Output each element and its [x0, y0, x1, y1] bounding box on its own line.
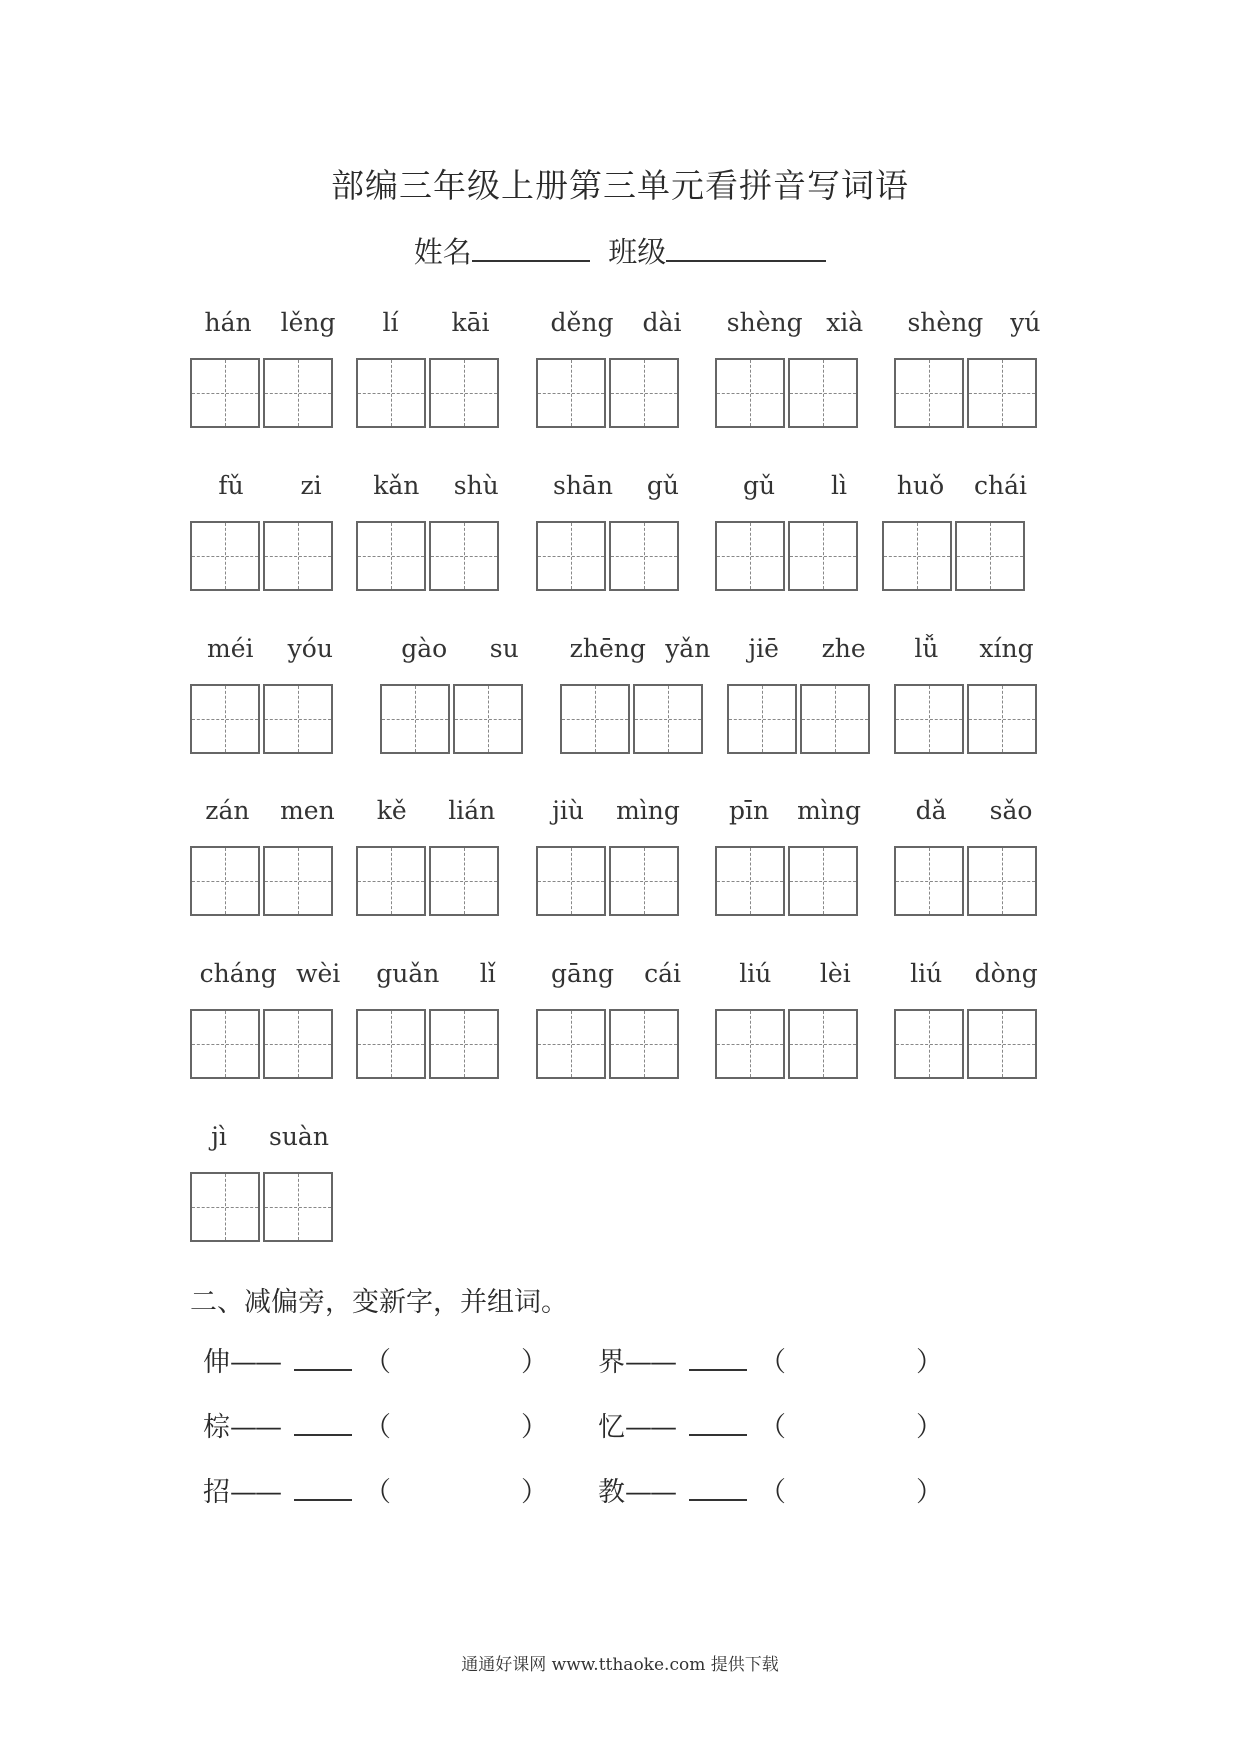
pinyin-syllable: zi — [300, 471, 322, 500]
tianzige-box[interactable] — [263, 1172, 333, 1242]
pinyin — [190, 796, 350, 825]
new-char-blank[interactable] — [294, 1473, 352, 1501]
pinyin-syllable: dòng — [974, 959, 1038, 988]
pinyin-syllable: men — [280, 796, 335, 825]
pinyin-syllable: jì — [211, 1122, 227, 1151]
writing-boxes — [715, 521, 858, 591]
word-item — [715, 796, 861, 916]
pinyin-syllable: xià — [826, 308, 864, 337]
paren-open: （ — [759, 1412, 786, 1443]
pinyin — [715, 796, 875, 825]
exercise-char: 伸 — [203, 1347, 230, 1378]
pinyin-syllable: kǎn — [373, 471, 420, 500]
pinyin-syllable: gǔ — [646, 471, 679, 500]
tianzige-box[interactable] — [788, 358, 858, 428]
pinyin-syllable: zhe — [821, 634, 866, 663]
tianzige-box[interactable] — [788, 846, 858, 916]
pinyin-syllable: cái — [644, 959, 681, 988]
word-item — [190, 471, 333, 591]
pinyin-syllable: sǎo — [989, 796, 1033, 825]
exercise-item — [203, 1470, 548, 1509]
exercise-dash: —— — [625, 1477, 675, 1508]
writing-boxes — [190, 684, 333, 754]
paren-close: ） — [916, 1347, 943, 1378]
pinyin — [356, 471, 516, 500]
tianzige-box[interactable] — [955, 521, 1025, 591]
word-item — [356, 959, 499, 1079]
tianzige-box[interactable] — [894, 846, 964, 916]
pinyin — [882, 471, 1042, 500]
pinyin — [560, 634, 720, 663]
word-item — [894, 959, 1038, 1079]
pinyin-syllable: yǎn — [665, 634, 711, 663]
tianzige-box[interactable] — [536, 521, 606, 591]
pinyin-syllable: suàn — [268, 1122, 329, 1151]
word-item — [190, 308, 336, 428]
footer-text: 通通好课网 www.tthaoke.com 提供下载 — [461, 1655, 779, 1675]
pinyin-syllable: shèng — [907, 308, 984, 337]
class-blank[interactable] — [666, 232, 826, 262]
pinyin — [894, 959, 1054, 988]
word-item — [536, 959, 681, 1079]
pinyin-syllable: shān — [552, 471, 613, 500]
word-item — [356, 471, 499, 591]
pinyin-syllable: kāi — [451, 308, 490, 337]
tianzige-box[interactable] — [263, 358, 333, 428]
pinyin-syllable: mìng — [797, 796, 861, 825]
word-item — [894, 308, 1041, 428]
word-item — [356, 796, 499, 916]
writing-boxes — [190, 521, 333, 591]
word-item — [715, 959, 858, 1079]
pinyin-syllable: chái — [974, 471, 1028, 500]
tianzige-box[interactable] — [429, 846, 499, 916]
tianzige-box[interactable] — [788, 521, 858, 591]
paren-close: ） — [521, 1477, 548, 1508]
tianzige-box[interactable] — [715, 358, 785, 428]
pinyin-syllable: lǚ — [914, 634, 939, 663]
paren-open: （ — [364, 1477, 391, 1508]
paren-close: ） — [521, 1412, 548, 1443]
pinyin-syllable: cháng — [199, 959, 277, 988]
pinyin-syllable: pīn — [729, 796, 770, 825]
exercise-item — [598, 1470, 943, 1509]
exercise-item — [598, 1340, 943, 1379]
writing-boxes — [190, 1172, 333, 1242]
pinyin-syllable: fǔ — [218, 471, 244, 500]
pinyin — [190, 634, 350, 663]
word-item — [894, 634, 1037, 754]
exercise-dash: —— — [230, 1477, 280, 1508]
new-char-blank[interactable] — [294, 1408, 352, 1436]
tianzige-box[interactable] — [536, 358, 606, 428]
writing-boxes — [190, 358, 333, 428]
tianzige-box[interactable] — [882, 521, 952, 591]
tianzige-box[interactable] — [356, 521, 426, 591]
tianzige-box[interactable] — [190, 684, 260, 754]
tianzige-box[interactable] — [380, 684, 450, 754]
writing-boxes — [894, 846, 1037, 916]
pinyin — [536, 959, 696, 988]
pinyin-syllable: dǎ — [915, 796, 947, 825]
tianzige-box[interactable] — [263, 1009, 333, 1079]
exercise-char: 教 — [598, 1477, 625, 1508]
writing-boxes — [715, 1009, 858, 1079]
name-label: 姓名 — [413, 235, 472, 269]
exercise-char: 界 — [598, 1347, 625, 1378]
pinyin — [727, 634, 887, 663]
writing-boxes — [894, 1009, 1037, 1079]
tianzige-box[interactable] — [727, 684, 797, 754]
pinyin-syllable: gāng — [551, 959, 615, 988]
tianzige-box[interactable] — [356, 846, 426, 916]
page-title: 部编三年级上册第三单元看拼音写词语 — [331, 166, 909, 205]
pinyin — [190, 308, 350, 337]
writing-boxes — [715, 358, 858, 428]
pinyin-syllable: lèi — [819, 959, 851, 988]
pinyin — [356, 796, 516, 825]
new-char-blank[interactable] — [689, 1408, 747, 1436]
pinyin — [536, 796, 696, 825]
tianzige-box[interactable] — [609, 358, 679, 428]
tianzige-box[interactable] — [190, 846, 260, 916]
tianzige-box[interactable] — [967, 358, 1037, 428]
pinyin-syllable: liú — [910, 959, 943, 988]
pinyin-syllable: shù — [453, 471, 499, 500]
new-char-blank[interactable] — [689, 1343, 747, 1371]
word-item — [190, 796, 335, 916]
tianzige-box[interactable] — [429, 1009, 499, 1079]
new-char-blank[interactable] — [294, 1343, 352, 1371]
writing-boxes — [190, 846, 333, 916]
tianzige-box[interactable] — [894, 358, 964, 428]
writing-boxes — [894, 358, 1037, 428]
writing-boxes — [190, 1009, 333, 1079]
exercise-item — [203, 1405, 548, 1444]
word-item — [727, 634, 870, 754]
writing-boxes — [536, 1009, 679, 1079]
pinyin — [190, 1122, 350, 1151]
pinyin — [190, 471, 350, 500]
pinyin — [536, 471, 696, 500]
pinyin-syllable: jiē — [748, 634, 779, 663]
pinyin — [190, 959, 350, 988]
tianzige-box[interactable] — [633, 684, 703, 754]
pinyin — [356, 308, 516, 337]
word-item — [536, 471, 679, 591]
paren-close: ） — [916, 1477, 943, 1508]
writing-boxes — [356, 358, 499, 428]
writing-boxes — [560, 684, 703, 754]
writing-boxes — [727, 684, 870, 754]
exercise-dash: —— — [230, 1347, 280, 1378]
tianzige-box[interactable] — [263, 846, 333, 916]
pinyin — [894, 796, 1054, 825]
pinyin — [715, 959, 875, 988]
pinyin-syllable: shèng — [726, 308, 803, 337]
tianzige-box[interactable] — [715, 521, 785, 591]
paren-open: （ — [759, 1347, 786, 1378]
word-item — [190, 959, 341, 1079]
writing-boxes — [356, 521, 499, 591]
exercise-dash: —— — [625, 1347, 675, 1378]
writing-boxes — [882, 521, 1025, 591]
tianzige-box[interactable] — [263, 521, 333, 591]
paren-open: （ — [364, 1347, 391, 1378]
tianzige-box[interactable] — [715, 1009, 785, 1079]
tianzige-box[interactable] — [453, 684, 523, 754]
writing-boxes — [356, 1009, 499, 1079]
word-item — [715, 471, 858, 591]
tianzige-box[interactable] — [356, 358, 426, 428]
tianzige-box[interactable] — [609, 846, 679, 916]
tianzige-box[interactable] — [356, 1009, 426, 1079]
pinyin-syllable: děng — [550, 308, 614, 337]
pinyin-syllable: gào — [401, 634, 448, 663]
pinyin — [715, 308, 875, 337]
tianzige-box[interactable] — [715, 846, 785, 916]
pinyin — [380, 634, 540, 663]
paren-close: ） — [521, 1347, 548, 1378]
tianzige-box[interactable] — [800, 684, 870, 754]
tianzige-box[interactable] — [967, 1009, 1037, 1079]
pinyin — [356, 959, 516, 988]
pinyin-syllable: yú — [1010, 308, 1041, 337]
word-item — [894, 796, 1037, 916]
paren-open: （ — [759, 1477, 786, 1508]
pinyin — [536, 308, 696, 337]
tianzige-box[interactable] — [967, 684, 1037, 754]
word-item — [380, 634, 523, 754]
class-label: 班级 — [608, 235, 667, 269]
tianzige-box[interactable] — [967, 846, 1037, 916]
pinyin — [894, 308, 1054, 337]
pinyin-syllable: yóu — [287, 634, 333, 663]
tianzige-box[interactable] — [536, 846, 606, 916]
word-item — [190, 1122, 333, 1242]
name-class-line — [0, 230, 1240, 271]
word-item — [536, 308, 682, 428]
writing-boxes — [894, 684, 1037, 754]
writing-boxes — [715, 846, 858, 916]
word-item — [882, 471, 1028, 591]
section-2-title: 二、减偏旁，变新字，并组词。 — [190, 1287, 568, 1318]
pinyin-syllable: guǎn — [376, 959, 440, 988]
tianzige-box[interactable] — [263, 684, 333, 754]
word-item — [356, 308, 499, 428]
pinyin-syllable: méi — [207, 634, 254, 663]
writing-boxes — [536, 846, 679, 916]
exercise-char: 忆 — [598, 1412, 625, 1443]
exercise-dash: —— — [230, 1412, 280, 1443]
writing-boxes — [536, 358, 679, 428]
pinyin-syllable: lí — [382, 308, 399, 337]
name-blank[interactable] — [472, 232, 590, 262]
tianzige-box[interactable] — [894, 1009, 964, 1079]
word-item — [190, 634, 333, 754]
exercise-char: 招 — [203, 1477, 230, 1508]
word-item — [715, 308, 864, 428]
pinyin-syllable: lěng — [280, 308, 336, 337]
pinyin-syllable: lì — [831, 471, 848, 500]
tianzige-box[interactable] — [190, 1009, 260, 1079]
pinyin-syllable: zán — [205, 796, 250, 825]
pinyin-syllable: hán — [204, 308, 252, 337]
new-char-blank[interactable] — [689, 1473, 747, 1501]
tianzige-box[interactable] — [536, 1009, 606, 1079]
pinyin-syllable: jiù — [552, 796, 584, 825]
tianzige-box[interactable] — [788, 1009, 858, 1079]
tianzige-box[interactable] — [894, 684, 964, 754]
exercise-item — [598, 1405, 943, 1444]
tianzige-box[interactable] — [429, 358, 499, 428]
tianzige-box[interactable] — [190, 1172, 260, 1242]
pinyin-syllable: wèi — [296, 959, 341, 988]
pinyin-syllable: xíng — [979, 634, 1034, 663]
tianzige-box[interactable] — [560, 684, 630, 754]
paren-open: （ — [364, 1412, 391, 1443]
word-item — [536, 796, 680, 916]
writing-boxes — [356, 846, 499, 916]
tianzige-box[interactable] — [429, 521, 499, 591]
pinyin-syllable: kě — [376, 796, 407, 825]
pinyin-syllable: lián — [448, 796, 496, 825]
writing-boxes — [380, 684, 523, 754]
tianzige-box[interactable] — [609, 1009, 679, 1079]
pinyin-syllable: mìng — [616, 796, 680, 825]
pinyin-syllable: zhēng — [569, 634, 646, 663]
pinyin-syllable: dài — [642, 308, 682, 337]
tianzige-box[interactable] — [190, 358, 260, 428]
pinyin-syllable: lǐ — [479, 959, 496, 988]
paren-close: ） — [916, 1412, 943, 1443]
writing-boxes — [536, 521, 679, 591]
pinyin-syllable: huǒ — [896, 471, 945, 500]
pinyin — [894, 634, 1054, 663]
tianzige-box[interactable] — [609, 521, 679, 591]
pinyin-syllable: liú — [739, 959, 772, 988]
exercise-item — [203, 1340, 548, 1379]
pinyin-syllable: su — [489, 634, 519, 663]
pinyin-syllable: gǔ — [742, 471, 776, 500]
word-item — [560, 634, 711, 754]
exercise-dash: —— — [625, 1412, 675, 1443]
pinyin — [715, 471, 875, 500]
tianzige-box[interactable] — [190, 521, 260, 591]
exercise-char: 棕 — [203, 1412, 230, 1443]
